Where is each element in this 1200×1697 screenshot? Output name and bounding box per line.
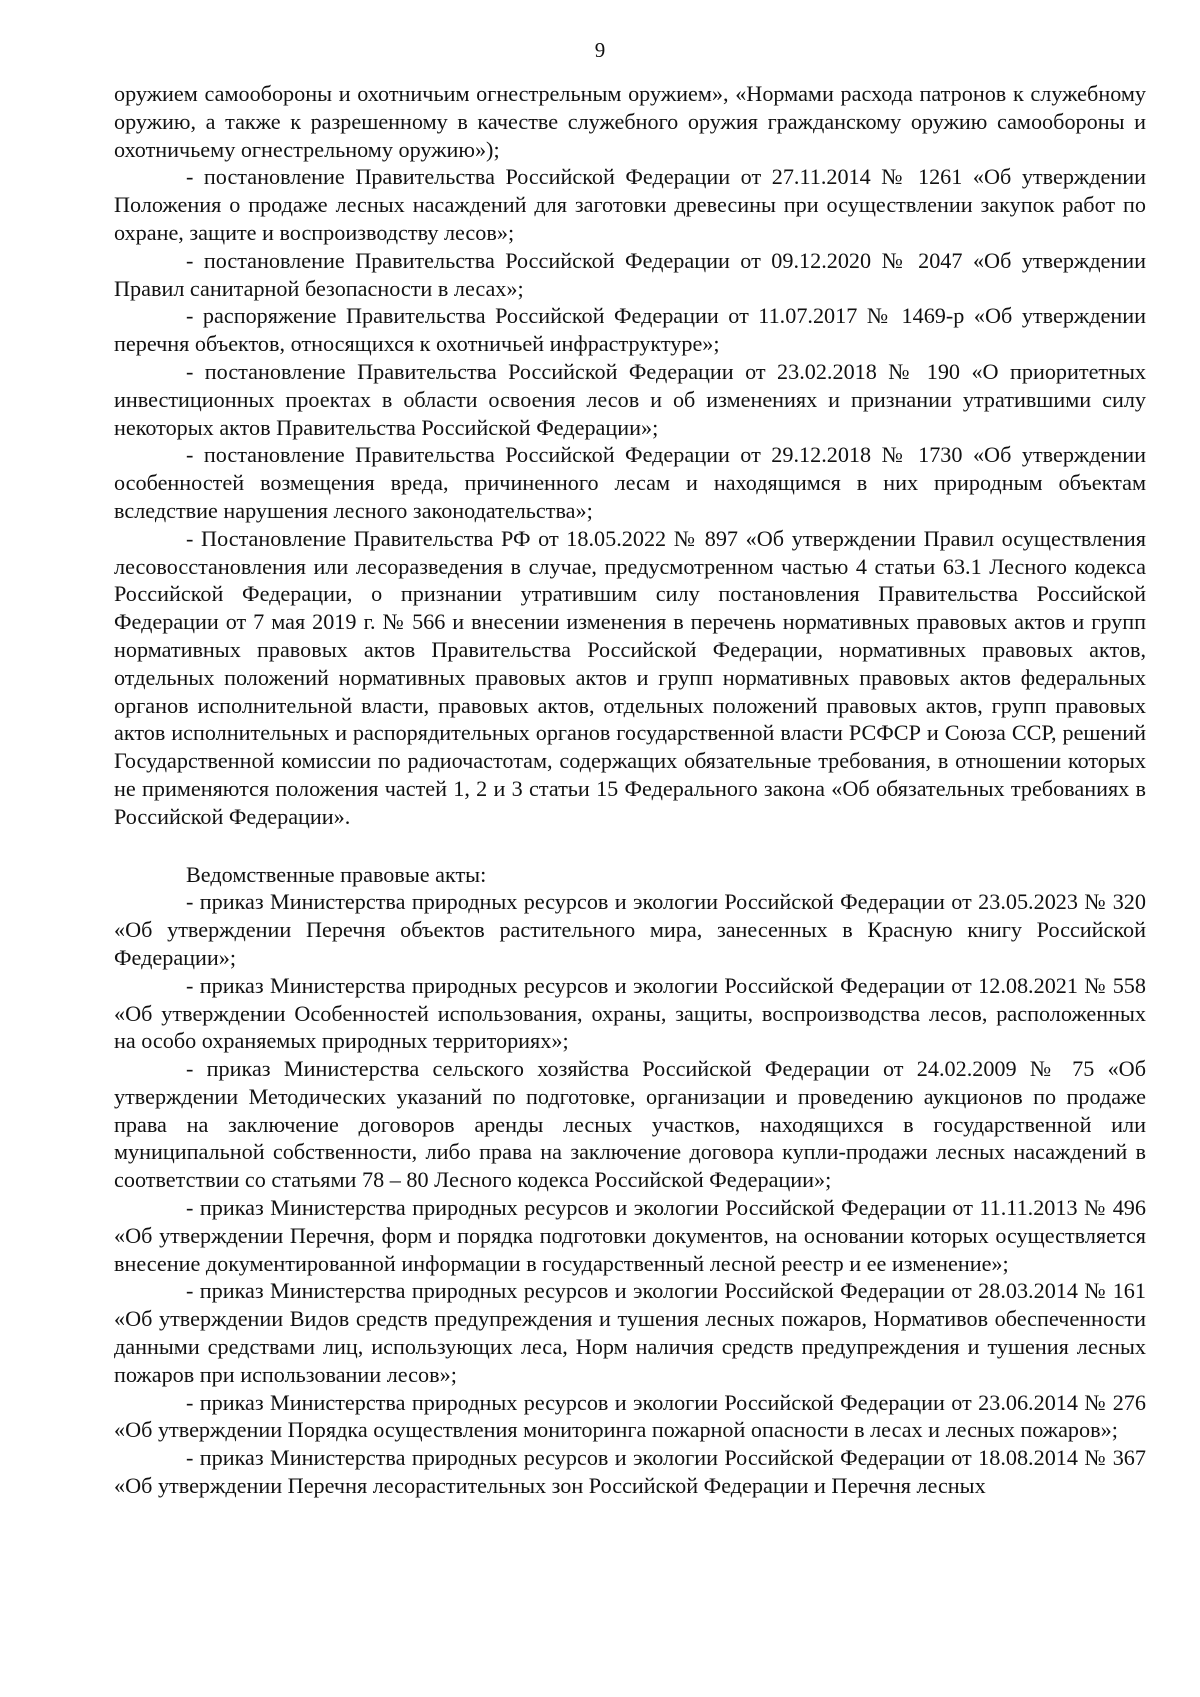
page-number: 9	[594, 38, 606, 62]
section-spacer	[114, 831, 1146, 861]
paragraph-gov-decree-897: - Постановление Правительства РФ от 18.05.2022 № 897 «Об утверждении Правил осуществления лесовосстановления или лесоразведения в случае, предусмотренном частью 4 статьи 63.1 Лесного кодекса Российской Федерации, о признании утратившим силу постановления Правительства Российской Федерации от 7 мая 2019 г. № 566 и внесении изменения в перечень нормативных правовых актов и групп нормативных правовых актов Правительства Российской Федерации, нормативных правовых актов, отдельных положений нормативных правовых актов и групп нормативных правовых актов федеральных органов исполнительной власти, правовых актов, отдельных положений правовых актов, групп правовых актов исполнительных и распорядительных органов государственной власти РСФСР и Союза ССР, решений Государственной комиссии по радиочастотам, содержащих обязательные требования, в отношении которых не применяются положения частей 1, 2 и 3 статьи 15 Федерального закона «Об обязательных требованиях в Российской Федерации».	[114, 525, 1146, 829]
section-heading: Ведомственные правовые акты:	[186, 861, 487, 887]
paragraph-gov-decree-1261: - постановление Правительства Российской Федерации от 27.11.2014 № 1261 «Об утверждении Положения о продаже лесных насаждений для заготовки древесины при осуществлении закупок работ по охране, защите и воспроизводству лесов»;	[114, 164, 1146, 245]
paragraph-order-276: - приказ Министерства природных ресурсов и экологии Российской Федерации от 23.06.2014 № 276 «Об утверждении Порядка осуществления мониторинга пожарной опасности в лесах и лесных пожаров»;	[114, 1389, 1146, 1443]
paragraph-continuation: оружием самообороны и охотничьим огнестрельным оружием», «Нормами расхода патронов к служебному оружию, а также к разрешенному в качестве служебного оружия гражданскому оружию самообороны и охотничьему огнестрельному оружию»);	[114, 81, 1146, 162]
paragraph-order-496: - приказ Министерства природных ресурсов и экологии Российской Федерации от 11.11.2013 № 496 «Об утверждении Перечня, форм и порядка подготовки документов, на основании которых осуществляется внесение документированной информации в государственный лесной реестр и ее изменение»;	[114, 1195, 1146, 1276]
paragraph-order-558: - приказ Министерства природных ресурсов и экологии Российской Федерации от 12.08.2021 № 558 «Об утверждении Особенностей использования, охраны, защиты, воспроизводства лесов, расположенных на особо охраняемых природных территориях»;	[114, 972, 1146, 1054]
document-body	[114, 80, 1146, 1500]
paragraph-order-367: - приказ Министерства природных ресурсов и экологии Российской Федерации от 18.08.2014 № 367 «Об утверждении Перечня лесорастительных зон Российской Федерации и Перечня лесных	[114, 1445, 1146, 1499]
paragraph-gov-decree-1730: - постановление Правительства Российской Федерации от 29.12.2018 № 1730 «Об утверждении особенностей возмещения вреда, причиненного лесам и находящимся в них природным объектам вследствие нарушения лесного законодательства»;	[114, 442, 1146, 523]
paragraph-order-161: - приказ Министерства природных ресурсов и экологии Российской Федерации от 28.03.2014 № 161 «Об утверждении Видов средств предупреждения и тушения лесных пожаров, Нормативов обеспеченности данными средствами лиц, использующих леса, Норм наличия средств предупреждения и тушения лесных пожаров при использовании лесов»;	[114, 1278, 1146, 1387]
paragraph-gov-decree-2047: - постановление Правительства Российской Федерации от 09.12.2020 № 2047 «Об утверждении Правил санитарной безопасности в лесах»;	[114, 247, 1146, 301]
paragraph-gov-order-1469: - распоряжение Правительства Российской Федерации от 11.07.2017 № 1469-р «Об утверждении перечня объектов, относящихся к охотничьей инфраструктуре»;	[114, 303, 1146, 357]
paragraph-order-320: - приказ Министерства природных ресурсов и экологии Российской Федерации от 23.05.2023 № 320 «Об утверждении Перечня объектов растительного мира, занесенных в Красную книгу Российской Федерации»;	[114, 889, 1146, 970]
paragraph-gov-decree-190: - постановление Правительства Российской Федерации от 23.02.2018 № 190 «О приоритетных инвестиционных проектах в области освоения лесов и об изменениях и признании утратившими силу некоторых актов Правительства Российской Федерации»;	[114, 358, 1146, 440]
paragraph-order-75: - приказ Министерства сельского хозяйства Российской Федерации от 24.02.2009 № 75 «Об утверждении Методических указаний по подготовке, организации и проведению аукционов по продаже права на заключение договоров аренды лесных участков, находящихся в государственной или муниципальной собственности, либо права на заключение договора купли-продажи лесных насаждений в соответствии со статьями 78 – 80 Лесного кодекса Российской Федерации»;	[114, 1056, 1146, 1193]
